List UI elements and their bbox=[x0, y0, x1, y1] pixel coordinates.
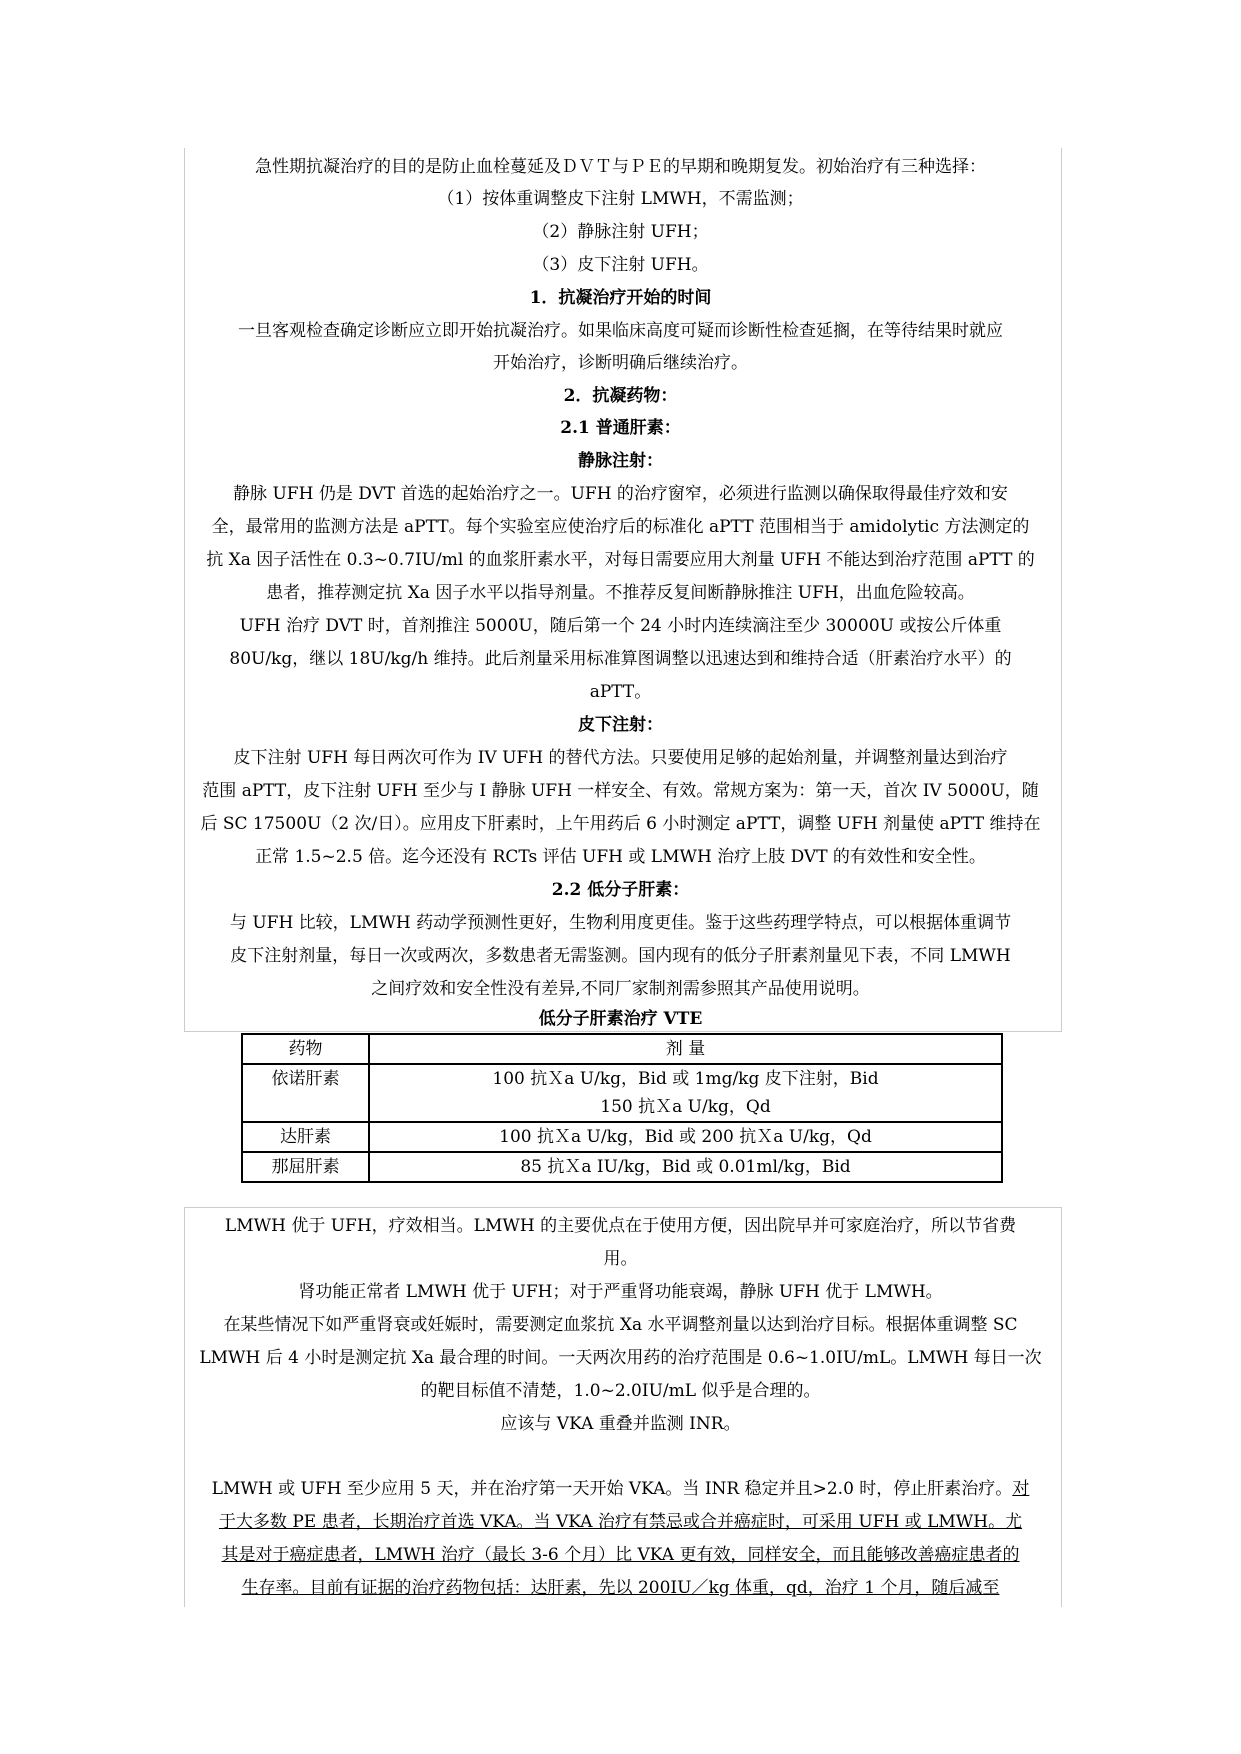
dose-cell: 85 抗Ｘa IU/kg，Bid 或 0.01ml/kg，Bid bbox=[369, 1152, 1002, 1182]
heading-timing: 1．抗凝治疗开始的时间 bbox=[529, 288, 712, 308]
timing-line-2: 开始治疗，诊断明确后继续治疗。 bbox=[493, 353, 748, 373]
timing-line-1: 一旦客观检查确定诊断应立即开始抗凝治疗。如果临床高度可疑而诊断性检查延搁，在等待结果时就应 bbox=[238, 321, 1003, 341]
sc-line-3: 后 SC 17500U（2 次/日）。应用皮下肝素时，上午用药后 6 小时测定 aPTT，调整 UFH 剂量使 aPTT 维持在 bbox=[200, 814, 1041, 834]
table-row bbox=[242, 1152, 1002, 1182]
heading-ufh: 2.1 普通肝素： bbox=[560, 418, 681, 438]
iv-paragraph-line-3: 抗 Xa 因子活性在 0.3~0.7IU/ml 的血浆肝素水平，对每日需要应用大剂量 UFH 不能达到治疗范围 aPTT 的 bbox=[206, 550, 1035, 570]
header-dose: 剂 量 bbox=[369, 1034, 1002, 1064]
vka-overlap-note: 应该与 VKA 重叠并监测 INR。 bbox=[500, 1414, 741, 1434]
comparison-line-1: LMWH 优于 UFH，疗效相当。LMWH 的主要优点在于使用方便，因出院早并可家庭治疗，所以节省费 bbox=[224, 1216, 1017, 1236]
duration-line-2: 于大多数 PE 患者，长期治疗首选 VKA。当 VKA 治疗有禁忌或合并癌症时，可采用 UFH 或 LMWH。尤 bbox=[218, 1512, 1023, 1532]
lmwh-dose-table bbox=[241, 1033, 1003, 1183]
heading-lmwh: 2.2 低分子肝素： bbox=[551, 880, 690, 900]
renal-note: 肾功能正常者 LMWH 优于 UFH；对于严重肾功能衰竭，静脉 UFH 优于 LMWH。 bbox=[298, 1282, 943, 1302]
table-row bbox=[242, 1122, 1002, 1152]
drug-cell: 依诺肝素 bbox=[242, 1064, 369, 1122]
monitoring-line-1: 在某些情况下如严重肾衰或妊娠时，需要测定血浆抗 Xa 水平调整剂量以达到治疗目标。根据体重调整 SC bbox=[223, 1315, 1018, 1335]
iv-paragraph-line-4: 患者，推荐测定抗 Xa 因子水平以指导剂量。不推荐反复间断静脉推注 UFH，出血危险较高。 bbox=[266, 583, 975, 603]
duration-line-3: 其是对于癌症患者，LMWH 治疗（最长 3-6 个月）比 VKA 更有效，同样安全，而且能够改善癌症患者的 bbox=[221, 1545, 1020, 1565]
dose-line: 150 抗Ｘa U/kg，Qd bbox=[600, 1097, 771, 1117]
iv-paragraph-line-2: 全，最常用的监测方法是 aPTT。每个实验室应使治疗后的标准化 aPTT 范围相当于 amidolytic 方法测定的 bbox=[211, 517, 1030, 537]
intro-text: 急性期抗凝治疗的目的是防止血栓蔓延及ＤＶＴ与ＰＥ的早期和晚期复发。初始治疗有三种选择： bbox=[255, 157, 986, 177]
sc-line-2: 范围 aPTT，皮下注射 UFH 至少与 I 静脉 UFH 一样安全、有效。常规方案为：第一天，首次 IV 5000U，随 bbox=[202, 781, 1039, 801]
iv-dosing-line-2: 80U/kg，继以 18U/kg/h 维持。此后剂量采用标准算图调整以迅速达到和维持合适（肝素治疗水平）的 bbox=[229, 649, 1012, 669]
monitoring-line-2: LMWH 后 4 小时是测定抗 Xa 最合理的时间。一天两次用药的治疗范围是 0.6~1.0IU/mL。LMWH 每日一次 bbox=[199, 1348, 1042, 1368]
duration-line-1-underlined: 对 bbox=[1012, 1479, 1030, 1499]
iv-dosing-line-1: UFH 治疗 DVT 时，首剂推注 5000U，随后第一个 24 小时内连续滴注至少 30000U 或按公斤体重 bbox=[239, 616, 1002, 636]
table-row bbox=[242, 1064, 1002, 1122]
sc-line-4: 正常 1.5~2.5 倍。迄今还没有 RCTs 评估 UFH 或 LMWH 治疗上肢 DVT 的有效性和安全性。 bbox=[255, 847, 986, 867]
header-drug: 药物 bbox=[242, 1034, 369, 1064]
duration-line-1 bbox=[0, 1476, 1241, 1502]
dose-cell bbox=[369, 1064, 1002, 1122]
dose-line: 100 抗Ｘa U/kg，Bid 或 1mg/kg 皮下注射，Bid bbox=[492, 1069, 879, 1089]
monitoring-line-3: 的靶目标值不清楚，1.0~2.0IU/mL 似乎是合理的。 bbox=[420, 1381, 821, 1401]
option-3: （3）皮下注射 UFH。 bbox=[532, 255, 709, 275]
option-2: （2）静脉注射 UFH； bbox=[532, 222, 709, 242]
table-title: 低分子肝素治疗 VTE bbox=[538, 1009, 703, 1029]
table-header-row bbox=[242, 1034, 1002, 1064]
lmwh-line-1: 与 UFH 比较，LMWH 药动学预测性更好，生物利用度更佳。鉴于这些药理学特点，可以根据体重调节 bbox=[229, 913, 1012, 933]
drug-cell: 那屈肝素 bbox=[242, 1152, 369, 1182]
heading-drugs: 2．抗凝药物： bbox=[563, 386, 678, 406]
iv-dosing-line-3: aPTT。 bbox=[589, 682, 652, 702]
heading-iv: 静脉注射： bbox=[578, 451, 663, 471]
lmwh-line-2: 皮下注射剂量，每日一次或两次，多数患者无需鉴测。国内现有的低分子肝素剂量见下表，不同 LMWH bbox=[230, 946, 1011, 966]
sc-line-1: 皮下注射 UFH 每日两次可作为 IV UFH 的替代方法。只要使用足够的起始剂量，并调整剂量达到治疗 bbox=[233, 748, 1008, 768]
duration-line-4: 生存率。目前有证据的治疗药物包括：达肝素，先以 200IU／kg 体重，qd，治疗 1 个月，随后减至 bbox=[241, 1578, 1000, 1598]
drug-cell: 达肝素 bbox=[242, 1122, 369, 1152]
dose-cell: 100 抗Ｘa U/kg，Bid 或 200 抗Ｘa U/kg，Qd bbox=[369, 1122, 1002, 1152]
heading-sc: 皮下注射： bbox=[578, 715, 663, 735]
duration-line-1-plain: LMWH 或 UFH 至少应用 5 天，并在治疗第一天开始 VKA。当 INR 稳定并且>2.0 时，停止肝素治疗。 bbox=[211, 1479, 1013, 1499]
iv-paragraph-line-1: 静脉 UFH 仍是 DVT 首选的起始治疗之一。UFH 的治疗窗窄，必须进行监测以确保取得最佳疗效和安 bbox=[233, 484, 1008, 504]
option-1: （1）按体重调整皮下注射 LMWH，不需监测； bbox=[437, 189, 804, 209]
lmwh-line-3: 之间疗效和安全性没有差异,不同厂家制剂需参照其产品使用说明。 bbox=[371, 979, 870, 999]
comparison-line-2: 用。 bbox=[603, 1249, 638, 1269]
